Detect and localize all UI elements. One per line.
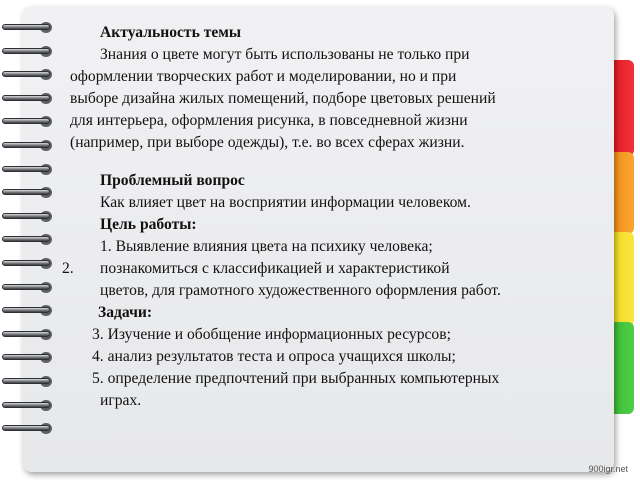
task-item-4: 4. анализ результатов теста и опроса учащихся школы; (92, 348, 456, 365)
ring-wire (2, 378, 50, 384)
task-item-5-line-2: играх. (100, 392, 142, 409)
binding-ring (2, 116, 54, 128)
binding-ring (2, 164, 54, 176)
ring-wire (2, 354, 50, 360)
binding-ring (2, 93, 54, 105)
ring-wire (2, 402, 50, 408)
ring-wire (2, 71, 50, 77)
binding-ring (2, 376, 54, 388)
goal-item-1: 1. Выявление влияния цвета на психику человека; (100, 238, 433, 255)
ring-wire (2, 284, 50, 290)
binding-ring (2, 352, 54, 364)
ring-wire (2, 260, 50, 266)
binding-ring (2, 69, 54, 81)
binding-ring (2, 22, 54, 34)
binding-ring (2, 400, 54, 412)
slide-content (62, 22, 610, 412)
binding-ring (2, 423, 54, 435)
binding-ring (2, 211, 54, 223)
goal-item-2-line-1: познакомиться с классификацией и характеристикой (100, 260, 450, 277)
relevance-line-2: оформлении творческих работ и моделировании, но и при (70, 68, 457, 85)
ring-wire (2, 307, 50, 313)
goal-heading: Цель работы: (100, 216, 197, 233)
tasks-heading: Задачи: (98, 304, 153, 321)
relevance-heading: Актуальность темы (100, 24, 242, 41)
binding-ring (2, 305, 54, 317)
goal-item-2-line-2: цветов, для грамотного художественного оформления работ. (100, 282, 501, 299)
binding-ring (2, 282, 54, 294)
relevance-line-4: для интерьера, оформления рисунка, в повседневной жизни (70, 112, 468, 129)
ring-wire (2, 213, 50, 219)
problem-text: Как влияет цвет на восприятии информации человеком. (100, 194, 471, 211)
ring-wire (2, 166, 50, 172)
binding-ring (2, 258, 54, 270)
ring-wire (2, 24, 50, 30)
ring-wire (2, 95, 50, 101)
spiral-binding (2, 22, 54, 452)
relevance-line-3: выборе дизайна жилых помещений, подборе цветовых решений (70, 90, 496, 107)
ring-wire (2, 425, 50, 431)
binding-ring (2, 187, 54, 199)
problem-heading: Проблемный вопрос (100, 172, 245, 189)
goal-item-2 (62, 258, 610, 280)
ring-wire (2, 236, 50, 242)
binding-ring (2, 329, 54, 341)
relevance-line-1: Знания о цвете могут быть использованы не только при (100, 46, 470, 63)
ring-wire (2, 331, 50, 337)
binding-ring (2, 234, 54, 246)
ring-wire (2, 142, 50, 148)
task-item-3: 3. Изучение и обобщение информационных ресурсов; (92, 326, 451, 343)
watermark: 900igr.net (588, 464, 628, 474)
ring-wire (2, 189, 50, 195)
task-item-5: 5. определение предпочтений при выбранных компьютерных (92, 370, 500, 387)
goal-item-2-number: 2. (62, 260, 74, 277)
relevance-line-5: (например, при выборе одежды), т.е. во всех сферах жизни. (70, 134, 465, 151)
ring-wire (2, 118, 50, 124)
ring-wire (2, 48, 50, 54)
binding-ring (2, 46, 54, 58)
binding-ring (2, 140, 54, 152)
